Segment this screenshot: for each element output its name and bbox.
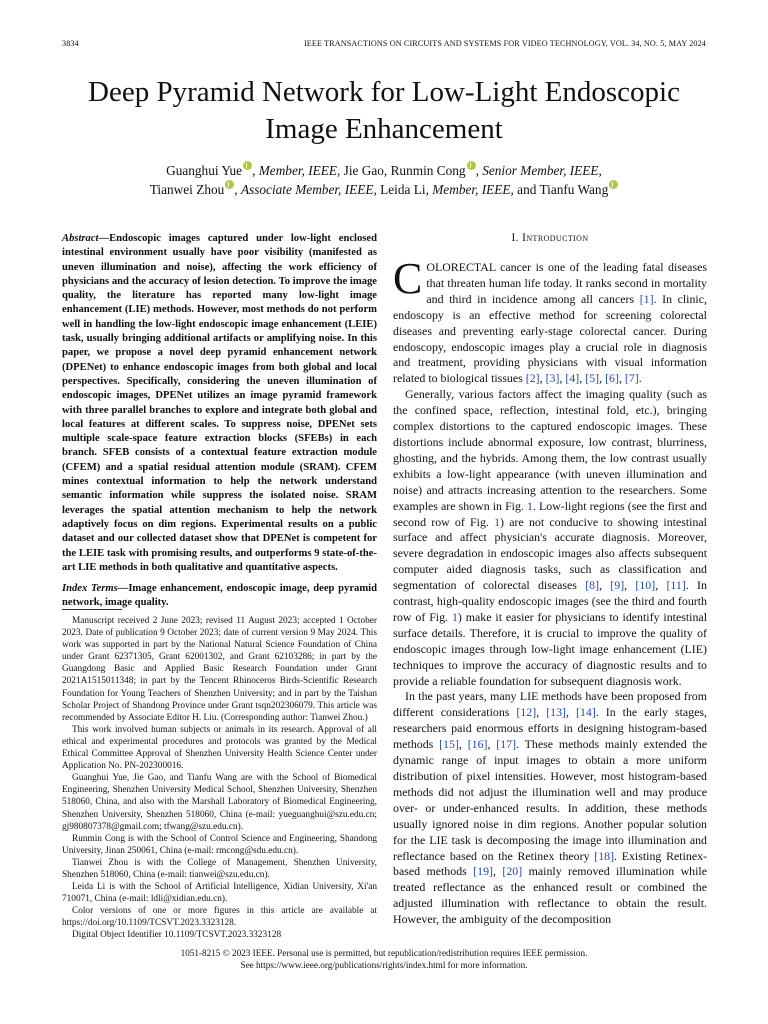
citation-link[interactable]: [5] <box>585 371 600 386</box>
citation-link[interactable]: [16] <box>467 737 488 752</box>
author-list: Guanghui Yue , Member, IEEE, Jie Gao, Runmin Cong , Senior Member, IEEE, Tianwei Zhou , Associate Member, IEEE, Leida Li, Member, IEEE, and Tianfu Wang <box>40 161 728 199</box>
introduction-body <box>393 254 708 928</box>
figure-link[interactable]: 1 <box>451 609 458 624</box>
orcid-icon[interactable] <box>467 161 476 170</box>
author-role: Senior Member, IEEE <box>482 163 599 178</box>
footnote-doi: Digital Object Identifier 10.1109/TCSVT.2023.3323128 <box>72 930 282 941</box>
citation-link[interactable]: [3] <box>545 371 560 386</box>
page-number: 3834 <box>62 39 79 48</box>
author-name: Tianwei Zhou <box>149 182 225 197</box>
citation-link[interactable]: [8] <box>585 578 600 593</box>
citation-link[interactable]: [2] <box>525 371 540 386</box>
paper-title <box>40 74 728 148</box>
rights-link-line: See https://www.ieee.org/publications/rights/index.html for more information. <box>240 959 528 970</box>
author-name: Leida Li <box>380 182 426 197</box>
footnote-affiliation: Guanghui Yue, Jie Gao, and Tianfu Wang are with the School of Biomedical Engineering, Shenzhen University Medical School, Shenzhen University, Shenzhen 518060, China, and also with the Marshall Laboratory of Biomedical Engineering, Shenzhen University, Shenzhen 518060, China (e-mail: yueguanghui@szu.edu.cn; gj980807378@gmail.com; tfwang@szu.edu.cn). <box>62 773 377 832</box>
author-name: Jie Gao <box>343 163 384 178</box>
citation-link[interactable]: [7] <box>624 371 639 386</box>
author-role: Associate Member, IEEE <box>240 182 374 197</box>
citation-link[interactable]: [19] <box>473 864 493 879</box>
citation-link[interactable]: [4] <box>565 371 580 386</box>
citation-link[interactable]: [14] <box>576 705 596 720</box>
citation-link[interactable]: [1] <box>639 291 654 306</box>
figure-link[interactable]: 1 <box>526 498 533 513</box>
footnote-affiliation: Runmin Cong is with the School of Control Science and Engineering, Shandong University, Jinan 250061, China (e-mail: rmcong@sdu.edu.cn). <box>62 833 377 856</box>
citation-link[interactable]: [11] <box>666 578 686 593</box>
footnote-affiliation: Leida Li is with the School of Artificial Intelligence, Xidian University, Xi'an 710071, China (e-mail: ldli@xidian.edu.cn). <box>62 882 377 905</box>
abstract-label: Abstract— <box>62 233 110 244</box>
drop-cap: C <box>393 254 423 303</box>
paragraph: COLORECTAL cancer is one of the leading fatal diseases that threaten human life today. It ranks second in mortality and third in incidence among all cancers [1]. In clinic, endoscopy is an effective method for screening colorectal diseases and preventing early-stage colorectal cancer. During endoscopy, endoscopic images play a crucial role in diagnosis and treatment, providing physicians with visual information related to biological tissues [2], [3], [4], [5], [6], [7]. <box>393 254 707 386</box>
citation-link[interactable]: [6] <box>605 371 619 386</box>
paragraph: In the past years, many LIE methods have been proposed from different considerations [12], [13], [14]. In the early stages, researchers paid enormous efforts in designing histogram-based methods [15], [16], [17]. These methods mainly extended the dynamic range of input images to obtain a more uniform distribution of pixel intensities. However, most histogram-based methods did not adjust the illumination well and may produce over- or under-enhanced results. In addition, these methods usually ignored noise in dim regions. Another popular solution for the LIE task is decomposing the image into illumination and reflectance based on the Retinex theory [18]. Existing Retinex-based methods [19], [20] mainly removed illumination while treated reflectance as the enhanced result or combined the adjusted illumination with reflectance to obtain the result. However, the ambiguity of the decomposition <box>393 689 708 927</box>
journal-name: IEEE TRANSACTIONS ON CIRCUITS AND SYSTEMS FOR VIDEO TECHNOLOGY, VOL. 34, NO. 5, MAY 2024 <box>303 39 706 48</box>
orcid-icon[interactable] <box>243 161 252 170</box>
index-terms-text: Image enhancement, endoscopic image, deep pyramid network, image quality. <box>62 583 377 609</box>
title-line-1: Deep Pyramid Network for Low-Light Endoscopic <box>88 76 680 108</box>
author-role: Member, IEEE <box>258 163 337 178</box>
citation-link[interactable]: [17] <box>496 737 517 752</box>
right-column <box>393 232 707 928</box>
orcid-icon[interactable] <box>225 180 234 189</box>
copyright-line: 1051-8215 © 2023 IEEE. Personal use is permitted, but republication/redistribution requires IEEE permission. <box>180 948 588 958</box>
footnote-color-versions: Color versions of one or more figures in this article are available at https://doi.org/10.1109/TCSVT.2023.3323128. <box>62 906 377 929</box>
section-title: Introduction <box>522 232 589 244</box>
author-name: Guanghui Yue <box>166 163 243 178</box>
copyright-footer <box>40 948 728 971</box>
author-conjunction: and <box>517 182 537 197</box>
orcid-icon[interactable] <box>609 180 618 189</box>
section-number: I. <box>511 232 519 244</box>
citation-link[interactable]: [18] <box>594 848 615 863</box>
author-role: Member, IEEE <box>432 182 511 197</box>
index-terms-label: Index Terms— <box>62 583 129 595</box>
footnotes <box>62 615 377 942</box>
section-heading <box>393 232 707 244</box>
footnote-affiliation: Tianwei Zhou is with the College of Management, Shenzhen University, Shenzhen 518060, China (e-mail: tianwei@szu.edu.cn). <box>62 857 377 880</box>
citation-link[interactable]: [12] <box>516 705 537 720</box>
paragraph: Generally, various factors affect the imaging quality (such as the confined space, reflection, intestinal fold, etc.), bringing complex distortions to the captured endoscopic images. These distortions include abnormal exposure, low contrast, blurriness, ghosting, and the hybrids. Among them, the low contrast usually exhibits a low-light appearance (with uneven illumination and noise) and attracts increasing attention to the researchers. Some examples are shown in Fig. 1. Low-light regions (see the first and second row of Fig. 1) are not conducive to showing intestinal surface and affect physician's accurate diagnosis. Moreover, severe degradation in endoscopic images also affects subsequent computer aided diagnosis tasks, such as classification and segmentation of colorectal diseases [8], [9], [10], [11]. In contrast, high-quality endoscopic images (see the third and fourth row of Fig. 1) make it easier for physicians to identify intestinal surface details. Therefore, it is crucial to improve the quality of endoscopic images through low-light image enhancement (LIE) techniques to improve the accuracy of diagnostic results and to provide a reliable foundation for subsequent diagnosis work. <box>393 387 707 688</box>
footnote-ethics: This work involved human subjects or animals in its research. Approval of all ethical and experimental procedures and protocols was granted by the Medical Ethical Committee Approval of Shenzhen University Health Science Center under Application No. PN-202300016. <box>62 724 377 772</box>
abstract <box>62 232 377 575</box>
citation-link[interactable]: [9] <box>610 578 625 593</box>
citation-link[interactable]: [10] <box>635 578 656 593</box>
left-column <box>62 232 377 611</box>
figure-link[interactable]: 1 <box>494 514 501 529</box>
title-line-2: Image Enhancement <box>265 113 503 145</box>
citation-link[interactable]: [15] <box>439 737 459 752</box>
citation-link[interactable]: [20] <box>502 864 523 879</box>
author-name: Runmin Cong <box>390 163 466 178</box>
index-terms <box>62 582 377 611</box>
footnote-manuscript: Manuscript received 2 June 2023; revised 11 August 2023; accepted 1 October 2023. Date of publication 9 October 2023; date of current version 9 May 2024. This work was supported in part by the National Natural Science Foundation of China under Grant 62371305, Grant 62001302, and Grant 62103286; in part by the Guangdong Basic and Applied Basic Research Foundation under Grant 2021A1515011348; in part by the Tencent Rhinoceros Birds-Scientific Research Foundation for Young Teachers of Shenzhen University; and in part by the Taishan Scholar Project of Shandong Province under Grant tsqn202306079. This article was recommended by Associate Editor H. Liu. (Corresponding author: Tianwei Zhou.) <box>62 616 377 723</box>
citation-link[interactable]: [13] <box>546 705 567 720</box>
footnote-divider <box>62 609 122 610</box>
author-name: Tianfu Wang <box>539 182 609 197</box>
abstract-text: Endoscopic images captured under low-light enclosed intestinal environment usually have poor visibility (manifested as uneven illumination and noise), affecting the work efficiency of physicians and the accuracy of lesion detection. To improve the image quality, the literature has reported many low-light image enhancement (LIE) methods. However, most methods do not perform well in handling the low-light endoscopic image enhancement (LEIE) task, usually bringing additional artifacts or amplifying noise. In this paper, we propose a novel deep pyramid enhancement network (DPENet) to enhance endoscopic images from both global and local perspectives. Specifically, considering the uneven illumination of endoscopic images, DPENet utilizes an image pyramid framework with three parallel branches to explore and integrate both global and local features at different scales. To suppress noise, DPENet sets multiple scale-space feature extraction blocks (SFEBs) in each branch. SFEB consists of a contextual feature extraction module (CFEM) and a spatial residual attention module (SRAM). CFEM mines contextual information to help the network understand semantic information while suppress the isolated noise. SRAM leverages the spatial attention mechanism to help the network adaptively focus on dim regions. Experimental results on a public dataset and our collected dataset show that DPENet is competent for the LEIE task with promising results, and outperforms 9 state-of-the-art LIE methods in both qualitative and quantitative aspects. <box>62 233 377 573</box>
